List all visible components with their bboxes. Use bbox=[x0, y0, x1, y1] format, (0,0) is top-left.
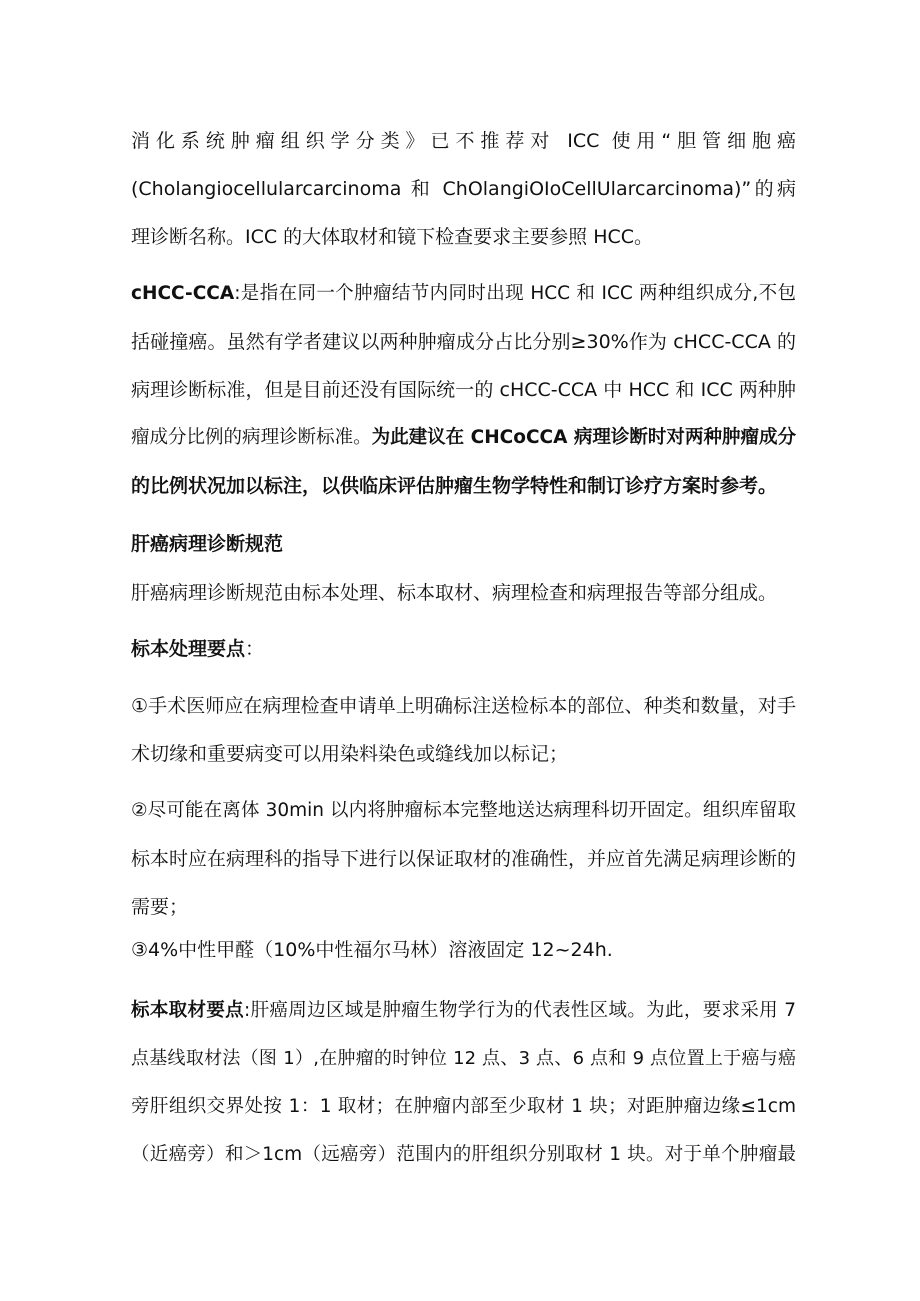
text-line-3: 理诊断名称。ICC 的大体取材和镜下检查要求主要参照 HCC。 bbox=[131, 226, 654, 248]
list-item-1-line-1: ①手术医师应在病理检查申请单上明确标注送检标本的部位、种类和数量，对手 bbox=[131, 695, 796, 717]
text-emphasis: 为此建议在 CHCoCCA 病理诊断时对两种肿瘤成分 bbox=[371, 427, 796, 448]
subheading-sampling: 标本取材要点 bbox=[131, 1000, 245, 1021]
section-heading: 肝癌病理诊断规范 bbox=[131, 533, 284, 555]
definition-text: :是指在同一个肿瘤结节内同时出现 HCC 和 ICC 两种组织成分,不包 bbox=[234, 283, 796, 304]
list-item-2-line-1: ②尽可能在离体 30min 以内将肿瘤标本完整地送达病理科切开固定。组织库留取 bbox=[131, 800, 796, 821]
text-line-5: 括碰撞癌。虽然有学者建议以两种肿瘤成分占比分别≥30%作为 cHCC-CCA 的 bbox=[131, 331, 796, 353]
list-item-2-line-3: 需要； bbox=[131, 896, 189, 918]
text-normal: 瘤成分比例的病理诊断标准。 bbox=[131, 427, 372, 448]
list-item-2-line-2: 标本时应在病理科的指导下进行以保证取材的准确性，并应首先满足病理诊断的 bbox=[131, 848, 797, 870]
text-line-20: 旁肝组织交界处按 1：1 取材；在肿瘤内部至少取材 1 块；对距肿瘤边缘≤1cm bbox=[131, 1096, 796, 1117]
subheading-colon: ： bbox=[245, 638, 265, 660]
text-line-8-emphasis: 的比例状况加以标注，以供临床评估肿瘤生物学特性和制订诊疗方案时参考。 bbox=[131, 475, 778, 497]
paragraph-chcc-cca-line-1 bbox=[131, 281, 796, 307]
text-line-21: （近癌旁）和＞1cm（远癌旁）范围内的肝组织分别取材 1 块。对于单个肿瘤最 bbox=[131, 1144, 796, 1165]
text-line-7 bbox=[131, 425, 796, 451]
list-item-3: ③4%中性甲醛（10%中性福尔马林）溶液固定 12~24h. bbox=[131, 939, 613, 961]
text-line-6: 病理诊断标准，但是目前还没有国际统一的 cHCC-CCA 中 HCC 和 ICC 两种肿 bbox=[131, 379, 796, 401]
text-line-1: 消化系统肿瘤组织学分类》已不推荐对 ICC 使用“胆管细胞癌 bbox=[131, 130, 796, 152]
subheading-label: 标本处理要点 bbox=[131, 638, 246, 660]
text-line-2: (Cholangiocellularcarcinoma 和 ChOlangiOIoCellUlarcarcinoma)”的病 bbox=[131, 178, 796, 200]
sampling-text: :肝癌周边区域是肿瘤生物学行为的代表性区域。为此，要求采用 7 bbox=[244, 1000, 796, 1021]
text-line-10: 肝癌病理诊断规范由标本处理、标本取材、病理检查和病理报告等部分组成。 bbox=[131, 582, 778, 604]
paragraph-sampling-line-1 bbox=[131, 998, 796, 1024]
text-line-19: 点基线取材法（图 1）,在肿瘤的时钟位 12 点、3 点、6 点和 9 点位置上于癌与癌 bbox=[131, 1048, 796, 1069]
list-item-1-line-2: 术切缘和重要病变可以用染料染色或缝线加以标记； bbox=[131, 743, 569, 765]
subheading-specimen-handling bbox=[131, 636, 796, 662]
term-chcc-cca: cHCC-CCA bbox=[131, 283, 235, 304]
